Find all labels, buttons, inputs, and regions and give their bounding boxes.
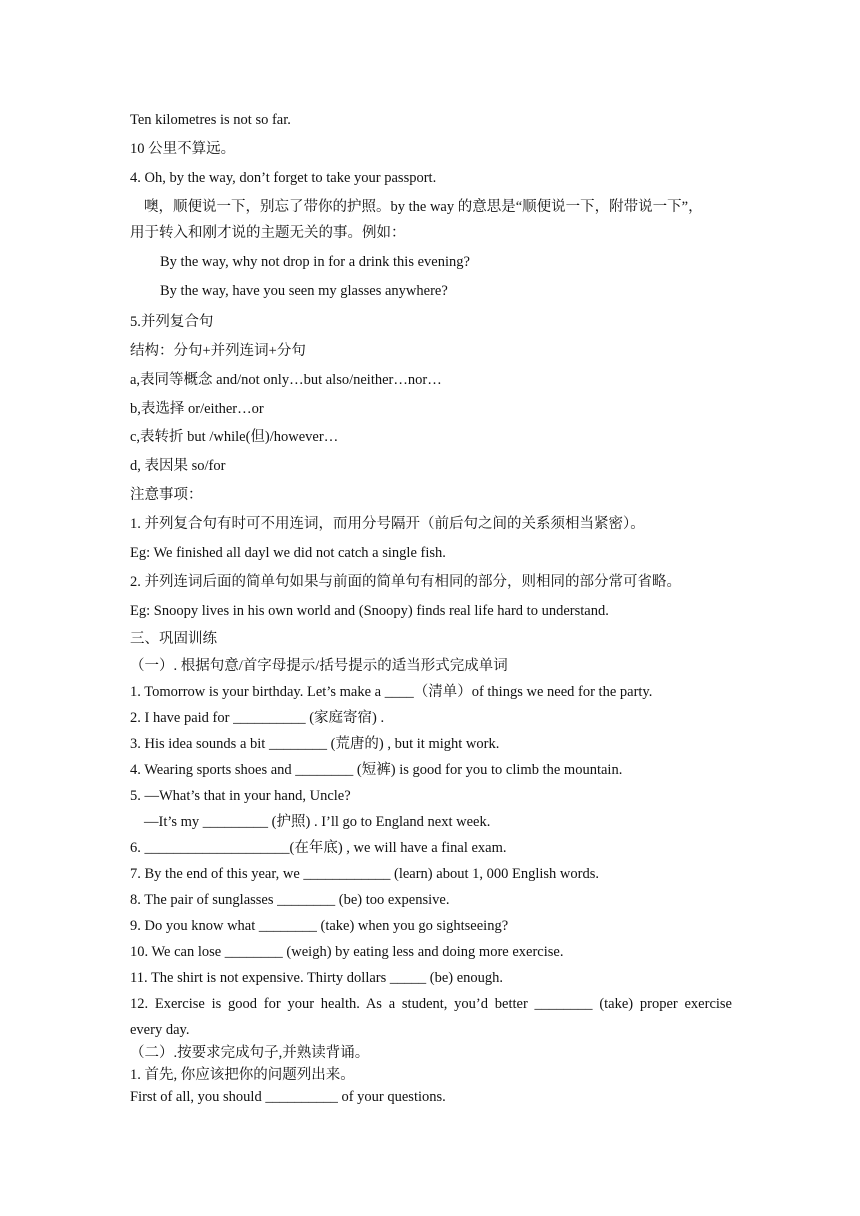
exercise-item: 3. His idea sounds a bit ________ (荒唐的) , but it might work. — [130, 736, 500, 752]
section-heading: 5.并列复合句 — [130, 314, 214, 330]
exercise-item: 9. Do you know what ________ (take) when you go sightseeing? — [130, 918, 509, 934]
text-line: a,表同等概念 and/not only…but also/neither…nor… — [130, 372, 442, 388]
text-line: d, 表因果 so/for — [130, 458, 226, 474]
exercise-item: 7. By the end of this year, we ____________ (learn) about 1, 000 English words. — [130, 866, 599, 882]
text-line: Ten kilometres is not so far. — [130, 112, 291, 128]
text-line: Eg: Snoopy lives in his own world and (Snoopy) finds real life hard to understand. — [130, 603, 609, 619]
exercise-item: 8. The pair of sunglasses ________ (be) too expensive. — [130, 892, 450, 908]
exercise-item: 1. 首先, 你应该把你的问题列出来。 — [130, 1067, 355, 1083]
section-heading: 三、巩固训练 — [130, 631, 217, 647]
text-line: 4. Oh, by the way, don’t forget to take your passport. — [130, 170, 437, 186]
exercise-item: 4. Wearing sports shoes and ________ (短裤) is good for you to climb the mountain. — [130, 762, 623, 778]
text-line: c,表转折 but /while(但)/however… — [130, 429, 339, 445]
text-line: 结构：分句+并列连词+分句 — [130, 343, 306, 359]
example-sentence: By the way, why not drop in for a drink this evening? — [160, 254, 470, 270]
exercise-item: 5. —What’s that in your hand, Uncle? — [130, 788, 351, 804]
text-line: 10 公里不算远。 — [130, 141, 236, 157]
exercise-item: First of all, you should __________ of your questions. — [130, 1089, 446, 1105]
exercise-item: 12. Exercise is good for your health. As a student, you’d better ________ (take) proper exercise — [130, 996, 732, 1012]
example-sentence: By the way, have you seen my glasses anywhere? — [160, 283, 448, 299]
text-line: 2. 并列连词后面的简单句如果与前面的简单句有相同的部分，则相同的部分常可省略。 — [130, 574, 681, 590]
text-line: Eg: We finished all dayl we did not catch a single fish. — [130, 545, 446, 561]
exercise-item: 2. I have paid for __________ (家庭寄宿) . — [130, 710, 385, 726]
exercise-heading: （一）. 根据句意/首字母提示/括号提示的适当形式完成单词 — [130, 658, 508, 674]
text-line: 注意事项： — [130, 487, 203, 503]
text-line: b,表选择 or/either…or — [130, 401, 264, 417]
exercise-item: 6. ____________________(在年底) , we will have a final exam. — [130, 840, 507, 856]
exercise-heading: （二）.按要求完成句子,并熟读背诵。 — [130, 1045, 370, 1061]
exercise-item: 1. Tomorrow is your birthday. Let’s make a ____（清单）of things we need for the party. — [130, 684, 653, 700]
text-line: 用于转入和刚才说的主题无关的事。例如： — [130, 225, 406, 241]
exercise-item: 11. The shirt is not expensive. Thirty dollars _____ (be) enough. — [130, 970, 504, 986]
exercise-item: —It’s my _________ (护照) . I’ll go to England next week. — [144, 814, 491, 830]
text-line: 噢，顺便说一下，别忘了带你的护照。by the way 的意思是“顺便说一下，附带说一下”， — [144, 199, 703, 215]
exercise-item: 10. We can lose ________ (weigh) by eating less and doing more exercise. — [130, 944, 564, 960]
exercise-item: every day. — [130, 1022, 190, 1038]
text-line: 1. 并列复合句有时可不用连词，而用分号隔开（前后句之间的关系须相当紧密）。 — [130, 516, 645, 532]
